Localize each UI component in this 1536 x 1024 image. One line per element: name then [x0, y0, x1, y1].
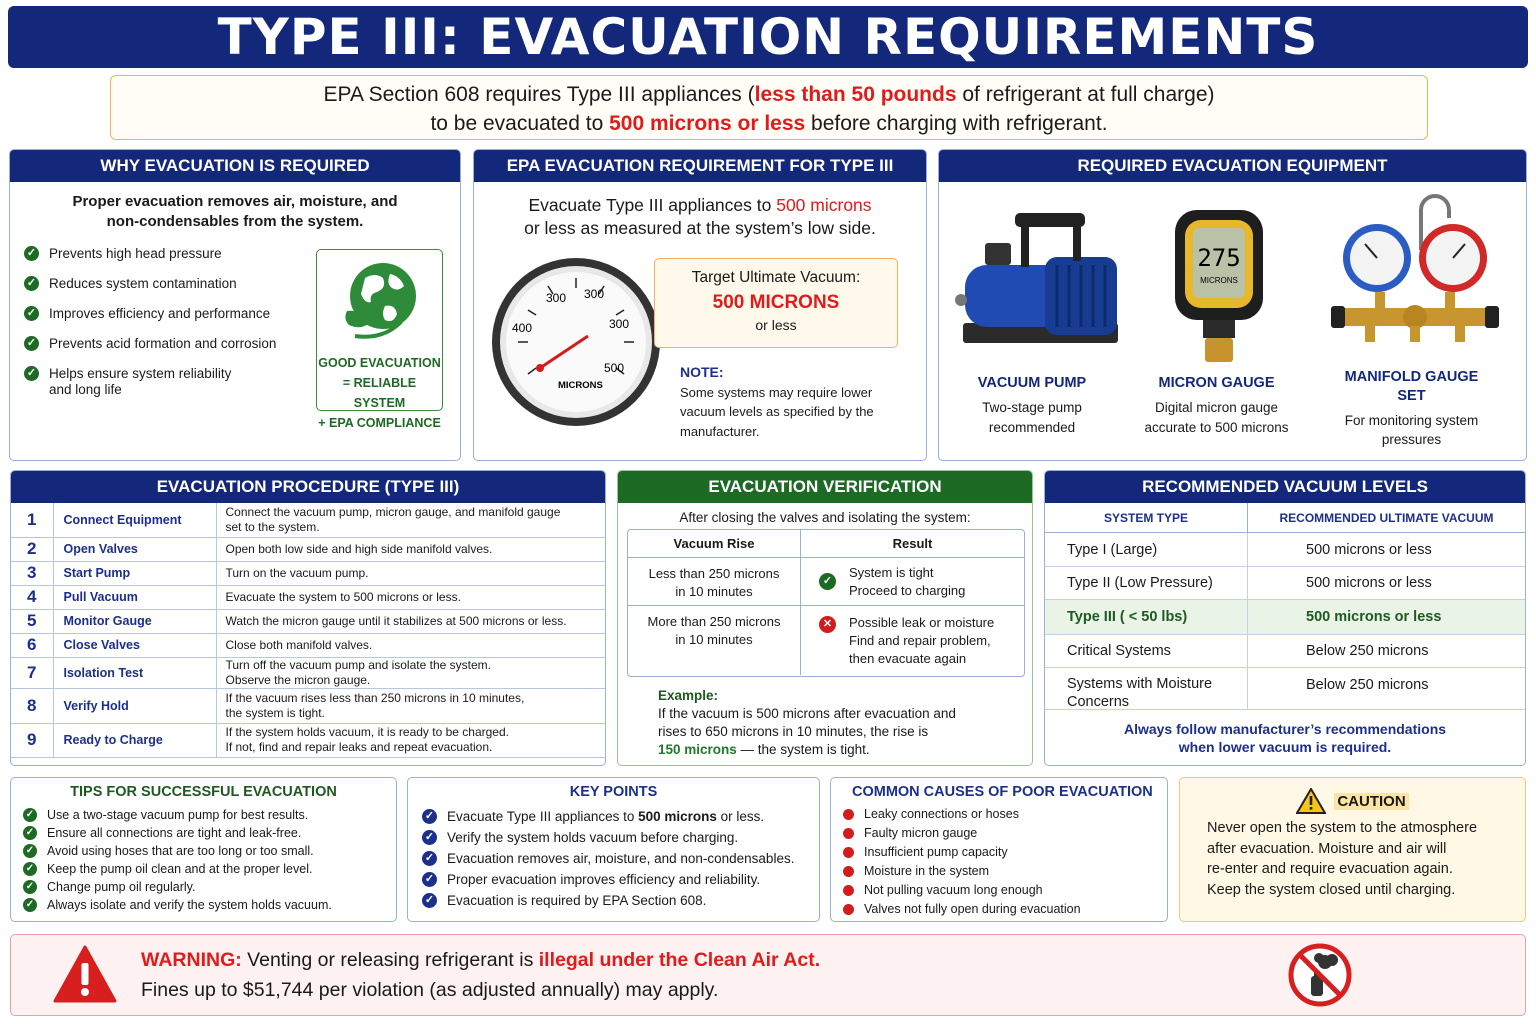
badge-line: GOOD EVACUATION: [318, 356, 441, 370]
causes-panel: [830, 777, 1168, 922]
caution-line: after evacuation. Moisture and air will: [1207, 840, 1447, 857]
procedure-step: [11, 657, 605, 688]
micron-display-value: 275: [1197, 244, 1241, 272]
bullet-icon: [843, 809, 854, 820]
step-number: 1: [11, 503, 53, 537]
example-highlight: 150 microns: [658, 742, 737, 757]
levels-row: [1045, 567, 1525, 600]
result-text: Find and repair problem,: [849, 633, 991, 648]
levels-footer: Always follow manufacturer’s recommendations: [1123, 721, 1447, 737]
system-type: Type II (Low Pressure): [1067, 575, 1213, 591]
check-icon: ✓: [422, 851, 437, 866]
verification-table: [627, 529, 1025, 677]
why-lead: non-condensables from the system.: [106, 213, 364, 230]
target-suffix: or less: [755, 317, 797, 333]
step-name: Monitor Gauge: [53, 609, 216, 633]
vacuum-value: 500 microns or less: [1306, 609, 1442, 625]
step-desc: Evacuate the system to 500 microns or less.: [225, 589, 461, 604]
epa-text: or less as measured at the system’s low side.: [524, 218, 876, 238]
earth-leaf-icon: [335, 256, 425, 346]
target-box: [654, 258, 898, 348]
procedure-heading: EVACUATION PROCEDURE (TYPE III): [11, 471, 605, 503]
vacuum-value: 500 microns or less: [1306, 575, 1432, 591]
check-icon: ✓: [23, 898, 37, 912]
step-name: Pull Vacuum: [53, 585, 216, 609]
equipment-name: MANIFOLD GAUGE: [1344, 369, 1479, 385]
equipment-name: MICRON GAUGE: [1158, 375, 1275, 391]
intro-text: of refrigerant at full charge): [956, 83, 1215, 106]
equipment-desc: Digital micron gauge: [1154, 400, 1279, 415]
procedure-table: [11, 503, 605, 758]
check-icon: ✓: [23, 862, 37, 876]
list-item: ✓ Proper evacuation improves efficiency and reliability.: [422, 869, 794, 890]
why-item: ✓ Helps ensure system reliability and long life: [24, 366, 276, 398]
equipment-desc: Two-stage pump: [982, 400, 1082, 415]
step-desc: set to the system.: [225, 519, 320, 534]
x-icon: ✕: [819, 616, 836, 633]
step-desc: Watch the micron gauge until it stabilizes at 500 microns or less.: [225, 613, 567, 628]
equipment-name: VACUUM PUMP: [977, 375, 1087, 391]
verification-row: [628, 606, 1024, 675]
vacuum-value: Below 250 microns: [1306, 677, 1429, 693]
step-number: 6: [11, 633, 53, 657]
check-icon: ✓: [422, 872, 437, 887]
list-item: ✓ Evacuation removes air, moisture, and non-condensables.: [422, 848, 794, 869]
key-heading: KEY POINTS: [569, 784, 658, 800]
procedure-step: [11, 633, 605, 657]
micron-gauge-icon: [1165, 206, 1275, 366]
step-desc: If not, find and repair leaks and repeat evacuation.: [225, 740, 493, 754]
warning-icon: [53, 945, 117, 1003]
no-venting-icon: [1287, 942, 1353, 1008]
step-number: 4: [11, 585, 53, 609]
caution-line: re-enter and require evacuation again.: [1207, 861, 1453, 877]
list-item: ✓ Verify the system holds vacuum before charging.: [422, 827, 794, 848]
procedure-step: [11, 723, 605, 757]
step-desc: the system is tight.: [225, 705, 325, 720]
procedure-step: [11, 585, 605, 609]
step-number: 2: [11, 537, 53, 561]
vacuum-value: Below 250 microns: [1306, 643, 1429, 659]
step-name: Isolation Test: [53, 657, 216, 688]
list-item: ✓ Ensure all connections are tight and leak-free.: [23, 824, 332, 842]
warning-text: Fines up to $51,744 per violation (as adjusted annually) may apply.: [141, 979, 719, 1001]
intro-highlight: 500 microns or less: [609, 112, 806, 135]
verification-lead: After closing the valves and isolating the system:: [679, 510, 971, 525]
gauge-label: 300: [584, 287, 605, 301]
warning-bar: [10, 934, 1526, 1016]
result-text: then evacuate again: [849, 651, 967, 666]
list-item: Moisture in the system: [843, 862, 1081, 881]
verification-col: Result: [892, 536, 933, 551]
list-item: ✓ Change pump oil regularly.: [23, 878, 332, 896]
why-heading: WHY EVACUATION IS REQUIRED: [10, 150, 460, 182]
equipment-panel: [938, 149, 1527, 461]
levels-row: [1045, 600, 1525, 635]
epa-highlight: 500 microns: [776, 195, 872, 215]
tips-panel: [10, 777, 397, 922]
levels-col: RECOMMENDED ULTIMATE VACUUM: [1279, 511, 1494, 525]
bullet-icon: [843, 866, 854, 877]
step-name: Open Valves: [53, 537, 216, 561]
note-line: manufacturer.: [680, 423, 760, 439]
note-line: Some systems may require lower: [680, 384, 873, 400]
procedure-step: [11, 503, 605, 537]
step-desc: Turn on the vacuum pump.: [225, 565, 369, 580]
result-text: Possible leak or moisture: [849, 615, 995, 630]
vacuum-value: 500 microns or less: [1306, 542, 1432, 558]
step-number: 9: [11, 723, 53, 757]
badge-line: + EPA COMPLIANCE: [318, 416, 441, 430]
rise-text: Less than 250 microns: [648, 566, 780, 581]
step-desc: Turn off the vacuum pump and isolate the system.: [225, 657, 491, 672]
check-icon: ✓: [23, 880, 37, 894]
step-desc: Connect the vacuum pump, micron gauge, and manifold gauge: [225, 504, 561, 519]
note-title: NOTE:: [680, 364, 724, 380]
gauge-label: 500: [604, 361, 625, 375]
warning-label: WARNING:: [141, 949, 242, 971]
levels-heading: RECOMMENDED VACUUM LEVELS: [1045, 471, 1525, 503]
equipment-desc: For monitoring system: [1344, 413, 1479, 428]
example-title: Example:: [658, 688, 719, 703]
verification-heading: EVACUATION VERIFICATION: [618, 471, 1032, 503]
verification-row: [628, 558, 1024, 606]
bullet-icon: [843, 847, 854, 858]
rise-text: in 10 minutes: [675, 584, 753, 599]
badge-line: = RELIABLE SYSTEM: [342, 376, 417, 410]
caution-panel: [1179, 777, 1526, 922]
key-item: ✓ Evacuate Type III appliances to 500 microns or less.: [422, 806, 794, 827]
check-icon: ✓: [23, 844, 37, 858]
why-lead: Proper evacuation removes air, moisture, and: [72, 193, 398, 210]
step-name: Close Valves: [53, 633, 216, 657]
procedure-step: [11, 537, 605, 561]
list-item: Leaky connections or hoses: [843, 805, 1081, 824]
rise-text: More than 250 microns: [647, 614, 781, 629]
epa-text: Evacuate Type III appliances to: [528, 195, 777, 215]
list-item: ✓ Always isolate and verify the system holds vacuum.: [23, 896, 332, 914]
levels-row: [1045, 533, 1525, 567]
epa-panel: [473, 149, 927, 461]
step-name: Connect Equipment: [53, 503, 216, 537]
system-type: Type III ( < 50 lbs): [1067, 609, 1188, 625]
list-item: Insufficient pump capacity: [843, 843, 1081, 862]
epa-heading: EPA EVACUATION REQUIREMENT FOR TYPE III: [474, 150, 926, 182]
step-number: 7: [11, 657, 53, 688]
system-type: Concerns: [1067, 694, 1130, 710]
list-item: Valves not fully open during evacuation: [843, 900, 1081, 919]
procedure-step: [11, 688, 605, 723]
good-evacuation-badge: [316, 249, 443, 430]
target-label: Target Ultimate Vacuum:: [691, 269, 861, 286]
intro-text: to be evacuated to: [430, 112, 610, 135]
caution-line: Keep the system closed until charging.: [1207, 881, 1456, 898]
causes-heading: COMMON CAUSES OF POOR EVACUATION: [852, 784, 1153, 800]
why-item: ✓ Improves efficiency and performance: [24, 306, 276, 322]
warning-highlight: illegal under the Clean Air Act.: [538, 949, 821, 971]
equipment-heading: REQUIRED EVACUATION EQUIPMENT: [939, 150, 1526, 182]
step-name: Verify Hold: [53, 688, 216, 723]
bullet-icon: [843, 828, 854, 839]
check-icon: ✓: [24, 306, 39, 321]
result-text: Proceed to charging: [849, 582, 966, 598]
step-name: Ready to Charge: [53, 723, 216, 757]
verification-col: Vacuum Rise: [628, 530, 801, 557]
check-icon: ✓: [422, 809, 437, 824]
step-desc: Observe the micron gauge.: [225, 672, 371, 687]
intro-box: [110, 75, 1428, 140]
note-line: vacuum levels as specified by the: [680, 404, 874, 419]
step-name: Start Pump: [53, 561, 216, 585]
list-item: ✓ Avoid using hoses that are too long or too small.: [23, 842, 332, 860]
step-number: 5: [11, 609, 53, 633]
levels-footer: when lower vacuum is required.: [1178, 739, 1392, 755]
intro-text: EPA Section 608 requires Type III appliances (: [323, 83, 755, 106]
check-icon: ✓: [819, 573, 836, 590]
step-number: 8: [11, 688, 53, 723]
why-item: ✓ Prevents acid formation and corrosion: [24, 336, 276, 352]
intro-text: before charging with refrigerant.: [805, 112, 1108, 135]
equipment-desc: pressures: [1381, 432, 1442, 447]
bullet-icon: [843, 885, 854, 896]
gauge-label: 300: [609, 317, 630, 331]
check-icon: ✓: [24, 246, 39, 261]
manifold-gauge-icon: [1325, 190, 1505, 350]
why-item: ✓ Prevents high head pressure: [24, 246, 276, 262]
warning-triangle-icon: [1296, 788, 1326, 814]
target-value: 500 MICRONS: [712, 292, 840, 313]
why-item: ✓ Reduces system contamination: [24, 276, 276, 292]
system-type: Critical Systems: [1067, 643, 1171, 659]
system-type: Systems with Moisture: [1067, 676, 1213, 692]
intro-highlight: less than 50 pounds: [754, 83, 957, 106]
gauge-label: 400: [512, 321, 533, 335]
equipment-desc: recommended: [988, 420, 1076, 435]
page-title: TYPE III: EVACUATION REQUIREMENTS: [8, 6, 1528, 68]
equipment-name: SET: [1397, 388, 1426, 404]
list-item: Faulty micron gauge: [843, 824, 1081, 843]
bullet-icon: [843, 904, 854, 915]
step-desc: Close both manifold valves.: [225, 637, 373, 652]
levels-row: [1045, 668, 1525, 710]
why-panel: [9, 149, 461, 461]
example-text: — the system is tight.: [736, 742, 870, 757]
check-icon: ✓: [24, 366, 39, 381]
equipment-desc: accurate to 500 microns: [1144, 420, 1289, 435]
procedure-step: [11, 609, 605, 633]
example-text: If the vacuum is 500 microns after evacuation and: [658, 706, 956, 721]
step-desc: Open both low side and high side manifold valves.: [225, 541, 493, 556]
example-text: rises to 650 microns in 10 minutes, the rise is: [658, 724, 929, 739]
verification-panel: [617, 470, 1033, 766]
result-text: System is tight: [849, 564, 934, 580]
key-points-panel: [407, 777, 820, 922]
check-icon: ✓: [422, 830, 437, 845]
list-item: ✓ Use a two-stage vacuum pump for best results.: [23, 806, 332, 824]
gauge-label: 300: [546, 291, 567, 305]
step-desc: If the system holds vacuum, it is ready to be charged.: [225, 725, 509, 739]
system-type: Type I (Large): [1067, 542, 1158, 558]
check-icon: ✓: [23, 808, 37, 822]
rise-text: in 10 minutes: [675, 632, 753, 647]
procedure-step: [11, 561, 605, 585]
caution-line: Never open the system to the atmosphere: [1207, 820, 1478, 836]
list-item: ✓ Evacuation is required by EPA Section 608.: [422, 890, 794, 911]
vacuum-pump-icon: [945, 205, 1135, 365]
list-item: Not pulling vacuum long enough: [843, 881, 1081, 900]
step-number: 3: [11, 561, 53, 585]
micron-display-unit: MICRONS: [1200, 276, 1238, 285]
list-item: ✓ Keep the pump oil clean and at the proper level.: [23, 860, 332, 878]
check-icon: ✓: [24, 336, 39, 351]
vacuum-gauge-icon: [488, 250, 668, 435]
procedure-panel: [10, 470, 606, 766]
caution-heading: CAUTION: [1334, 793, 1408, 810]
warning-text: Venting or releasing refrigerant is: [241, 949, 539, 971]
levels-row: [1045, 635, 1525, 668]
levels-col: SYSTEM TYPE: [1045, 503, 1248, 532]
step-desc: If the vacuum rises less than 250 microns in 10 minutes,: [225, 690, 525, 705]
levels-panel: [1044, 470, 1526, 766]
check-icon: ✓: [24, 276, 39, 291]
tips-heading: TIPS FOR SUCCESSFUL EVACUATION: [70, 784, 337, 800]
check-icon: ✓: [23, 826, 37, 840]
gauge-unit: MICRONS: [558, 380, 603, 391]
check-icon: ✓: [422, 893, 437, 908]
